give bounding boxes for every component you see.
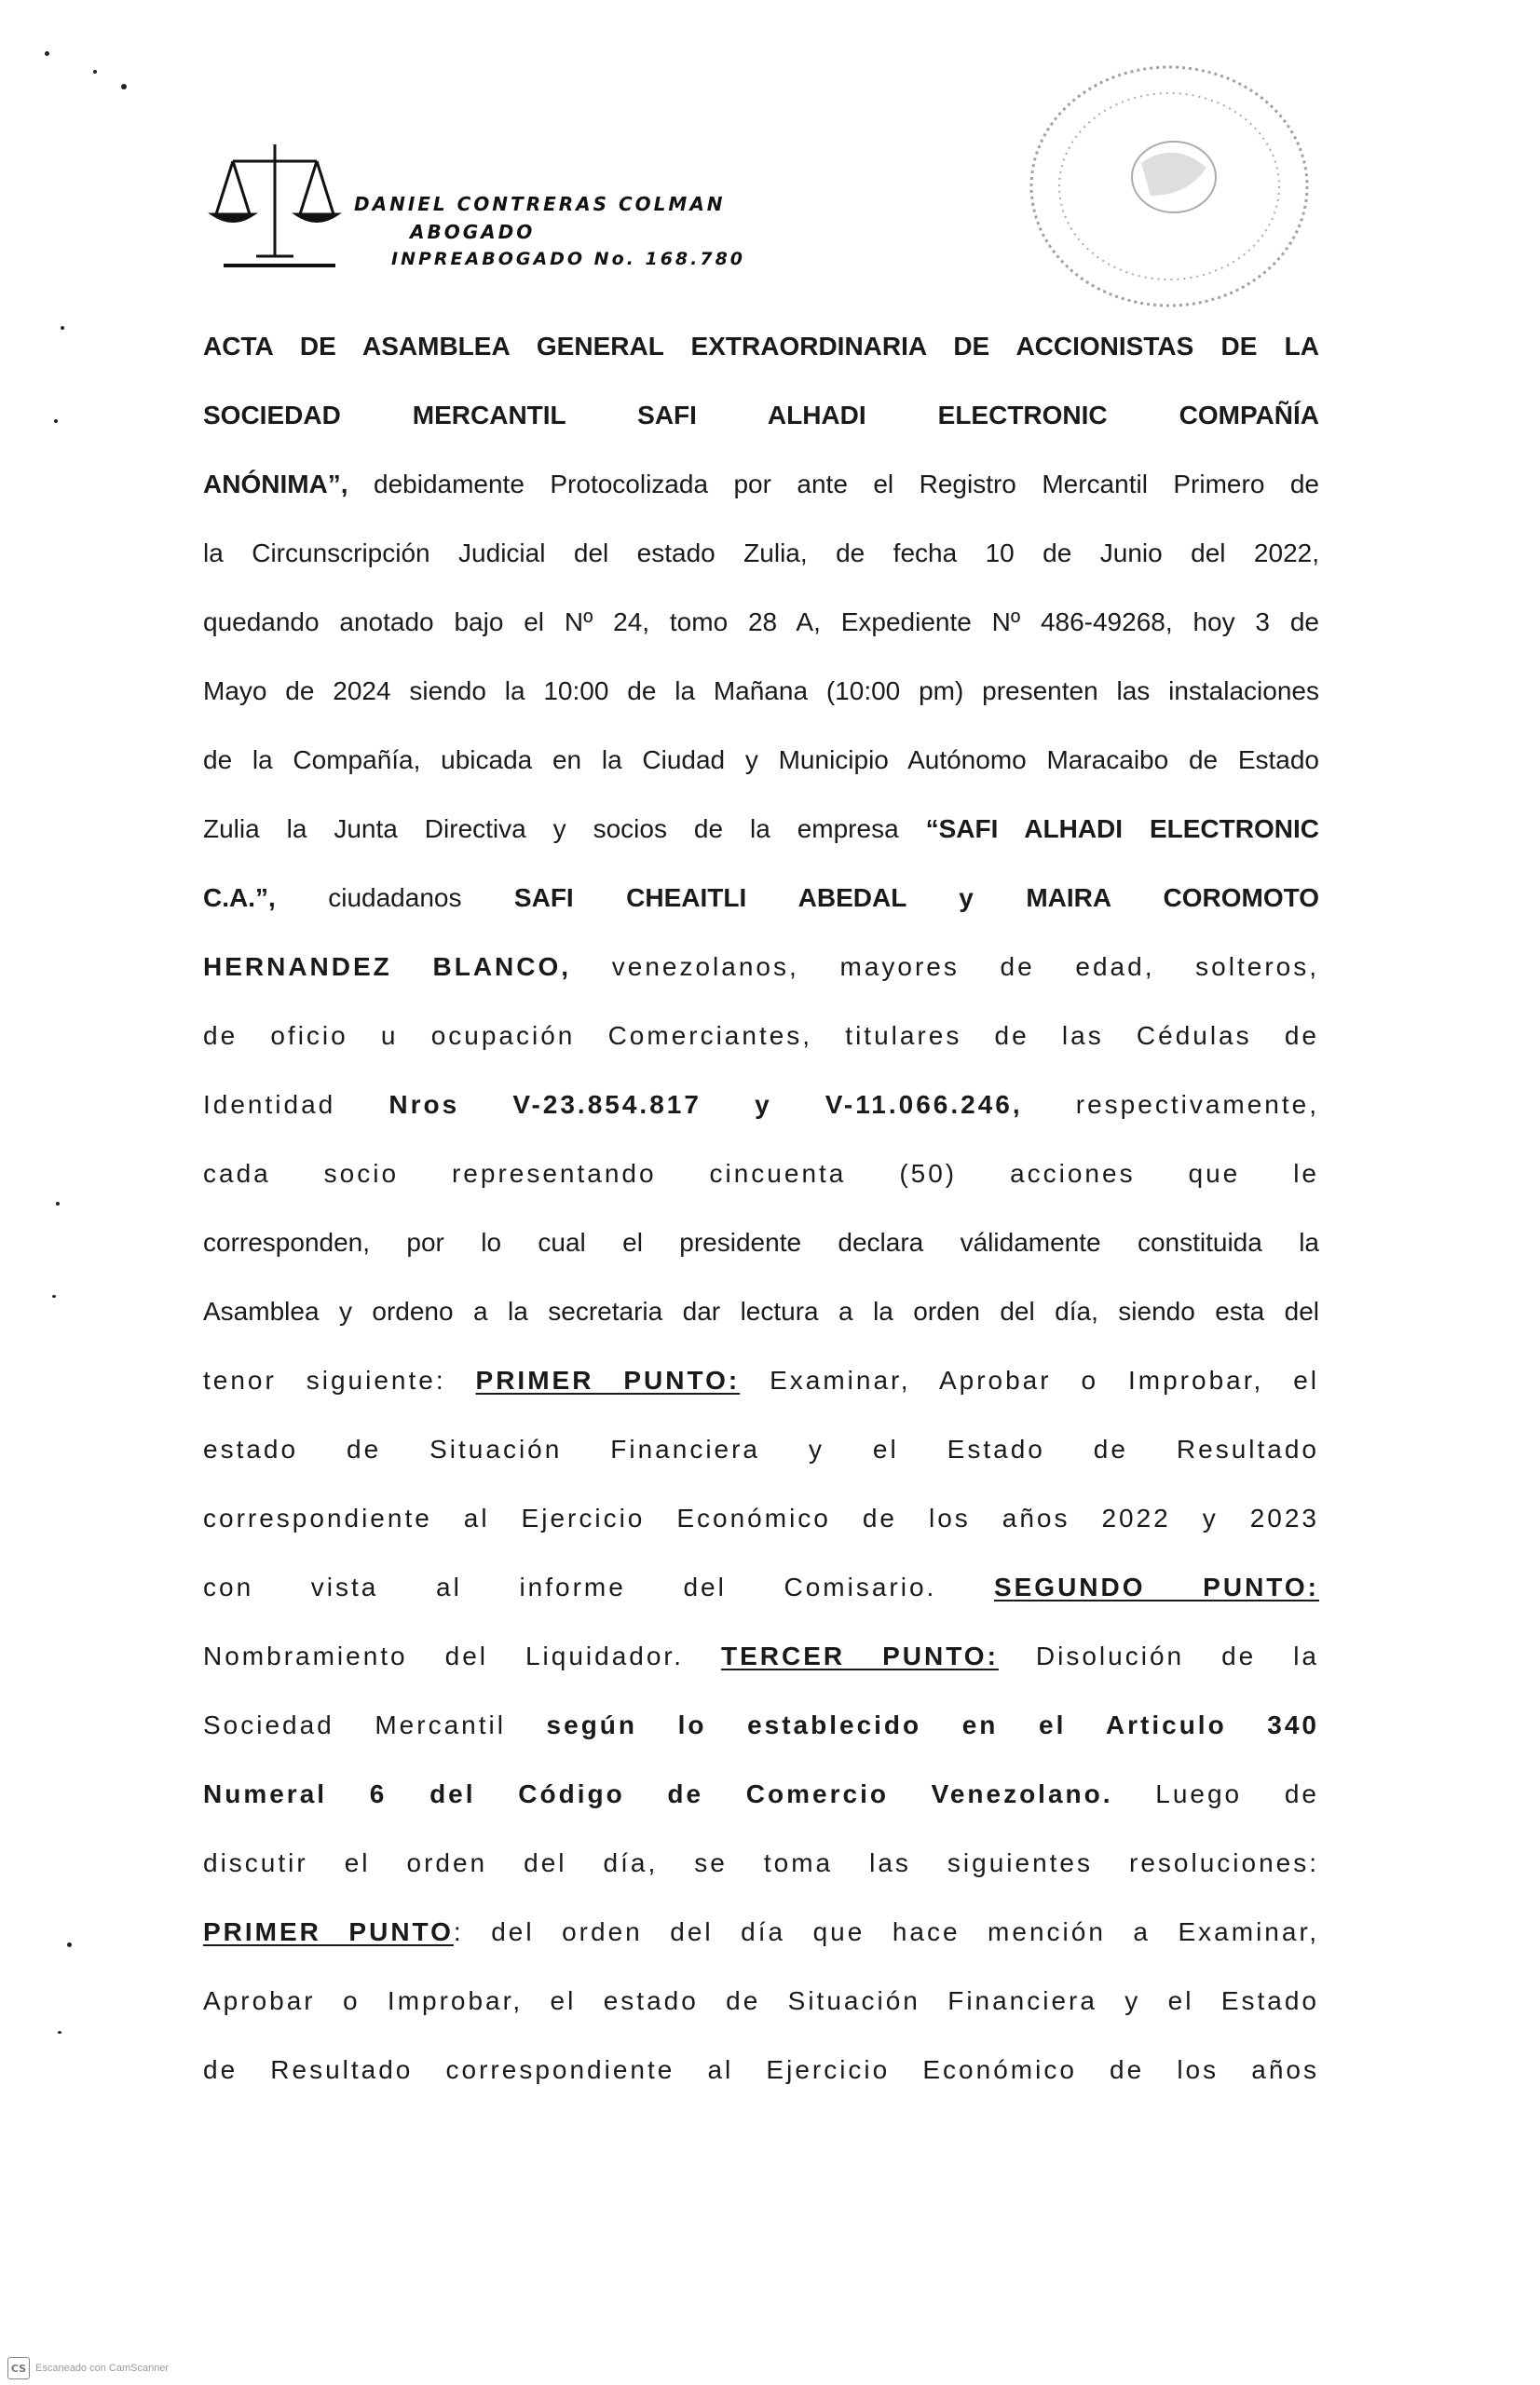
scan-speck [93,70,97,74]
text-segment: Nombramiento del Liquidador. [203,1642,721,1670]
text-segment: Examinar, Aprobar o Improbar, el [740,1366,1319,1395]
text-line [203,1356,1319,1424]
scanner-footer-text: Escaneado con CamScanner [35,2363,170,2374]
text-segment: respectivamente, [1022,1090,1319,1119]
text-line [203,1149,1319,1218]
scanner-footer [7,2357,169,2379]
text-segment: venezolanos, mayores de edad, solteros, [571,952,1319,981]
text-segment: ACTA DE ASAMBLEA GENERAL EXTRAORDINARIA DE ACCIONISTAS DE LA [203,332,1319,361]
document-body [203,321,1319,2114]
text-segment: de oficio u ocupación Comerciantes, titulares de las Cédulas de [203,1021,1319,1050]
letterhead [205,135,857,284]
text-segment: Mayo de 2024 siendo la 10:00 de la Mañana (10:00 pm) presenten las instalaciones [203,676,1319,705]
camscanner-icon: CS [7,2357,30,2379]
text-line [203,459,1319,528]
text-line [203,1424,1319,1493]
scan-speck [121,84,127,89]
scan-speck [56,1202,60,1206]
text-line [203,528,1319,597]
text-segment: Nros V-23.854.817 y V-11.066.246, [388,1090,1023,1119]
text-segment: C.A.”, [203,883,276,912]
inpreabogado-number: INPREABOGADO No. 168.780 [391,249,746,269]
text-line [203,390,1319,459]
text-segment: Aprobar o Improbar, el estado de Situación Financiera y el Estado [203,1986,1319,2015]
text-line [203,321,1319,390]
text-segment: quedando anotado bajo el Nº 24, tomo 28 A, Expediente Nº 486-49268, hoy 3 de [203,607,1319,636]
text-segment: Asamblea y ordeno a la secretaria dar lectura a la orden del día, siendo esta del [203,1297,1319,1326]
text-segment: cada socio representando cincuenta (50) acciones que le [203,1159,1319,1188]
text-line [203,1700,1319,1769]
text-line [203,1493,1319,1562]
text-line [203,942,1319,1011]
text-line [203,597,1319,666]
scales-of-justice-icon [205,135,345,275]
scan-speck [58,2031,61,2034]
text-segment: Disolución de la [998,1642,1320,1670]
text-segment: ANÓNIMA”, [203,470,348,498]
text-segment: HERNANDEZ BLANCO, [203,952,572,981]
text-segment: ciudadanos [275,883,514,912]
text-segment: estado de Situación Financiera y el Estado de Resultado [203,1435,1319,1464]
text-segment: Zulia la Junta Directiva y socios de la empresa [203,814,926,843]
text-segment: por lo cual el presidente declara válidamente constituida la [370,1228,1319,1257]
text-segment: discutir el orden del día, se toma las siguientes resoluciones: [203,1848,1319,1877]
text-line [203,873,1319,942]
lawyer-name: DANIEL CONTRERAS COLMAN [354,193,726,215]
text-segment: según lo establecido en el Articulo 340 [546,1710,1319,1739]
text-segment: de la Compañía, ubicada en la Ciudad y Municipio Autónomo Maracaibo de Estado [203,745,1319,774]
text-segment: TERCER PUNTO: [720,1642,999,1670]
scan-speck [45,51,49,56]
text-segment: Identidad [203,1090,389,1119]
text-segment: de Resultado correspondiente al Ejercicio Económico de los años [203,2055,1319,2084]
text-line [203,2045,1319,2114]
text-line [203,1218,1319,1287]
text-line [203,666,1319,735]
text-segment: SOCIEDAD MERCANTIL SAFI ALHADI ELECTRONIC COMPAÑÍA [203,401,1319,429]
text-line [203,1631,1319,1700]
scan-speck [67,1942,72,1947]
scan-speck [54,419,58,423]
official-seal [1011,56,1309,326]
text-segment: PRIMER PUNTO [203,1917,454,1946]
text-segment: Luego de [1112,1779,1319,1808]
text-segment: PRIMER PUNTO: [475,1366,741,1395]
text-line [203,804,1319,873]
text-segment: con vista al informe del Comisario. [203,1573,994,1601]
text-segment: SEGUNDO PUNTO: [993,1573,1319,1601]
text-line [203,1838,1319,1907]
text-line [203,1011,1319,1080]
text-line [203,1769,1319,1838]
text-segment: corresponden, [203,1228,371,1257]
text-line [203,1287,1319,1356]
text-segment: la Circunscripción Judicial del estado Zulia, de fecha 10 de Junio del 2022, [203,538,1319,567]
scan-speck [52,1295,56,1298]
text-line [203,1907,1319,1976]
text-segment: : del orden del día que hace mención a Examinar, [453,1917,1319,1946]
text-segment: SAFI CHEAITLI ABEDAL y MAIRA COROMOTO [513,883,1319,912]
text-segment: correspondiente al Ejercicio Económico de los años 2022 y 2023 [203,1504,1319,1533]
text-segment: debidamente Protocolizada por ante el Registro Mercantil Primero de [348,470,1319,498]
text-segment: tenor siguiente: [203,1366,476,1395]
scan-speck [61,326,64,330]
text-line [203,1976,1319,2045]
text-line [203,1562,1319,1631]
text-segment: Sociedad Mercantil [203,1710,547,1739]
text-segment: Numeral 6 del Código de Comercio Venezolano. [203,1779,1113,1808]
text-line [203,1080,1319,1149]
lawyer-title: ABOGADO [410,221,536,243]
text-line [203,735,1319,804]
text-segment: “SAFI ALHADI ELECTRONIC [925,814,1319,843]
letterhead-text [354,193,745,269]
